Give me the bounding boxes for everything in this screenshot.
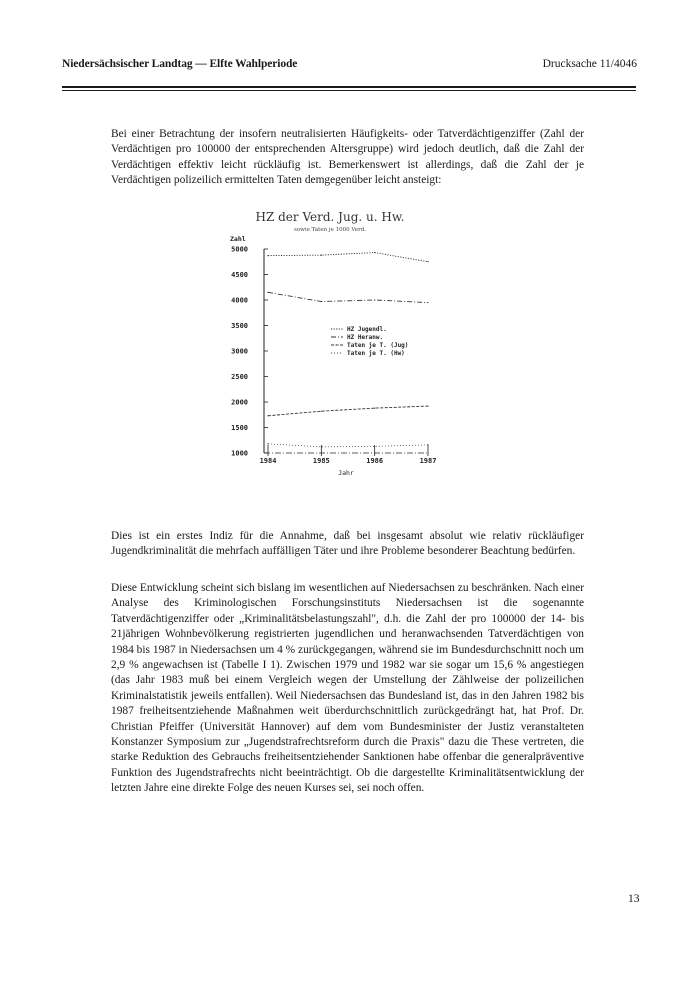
chart-subtitle: sowie Taten je 1000 Verd. bbox=[294, 227, 366, 233]
series-line-2 bbox=[268, 406, 428, 416]
data-point-3-1 bbox=[321, 446, 322, 447]
series-line-1 bbox=[268, 292, 428, 302]
document-number: Drucksache 11/4046 bbox=[542, 58, 637, 70]
x-tick-label-2: 1986 bbox=[366, 457, 384, 465]
data-point-3-0 bbox=[267, 443, 268, 444]
y-axis-label: Zahl bbox=[230, 235, 246, 243]
page-number: 13 bbox=[628, 893, 640, 905]
data-point-2-0 bbox=[267, 415, 268, 416]
data-point-1-1 bbox=[321, 301, 322, 302]
x-axis-label: Jahr bbox=[338, 469, 354, 477]
series-line-3 bbox=[268, 444, 428, 447]
data-point-1-0 bbox=[267, 292, 268, 293]
y-tick-label-6: 4000 bbox=[231, 296, 248, 305]
x-tick-label-3: 1987 bbox=[419, 457, 437, 465]
data-point-0-2 bbox=[374, 252, 375, 253]
x-tick-label-0: 1984 bbox=[259, 457, 277, 465]
data-point-0-1 bbox=[321, 255, 322, 256]
data-point-3-2 bbox=[374, 446, 375, 447]
legend-label-2: Taten je T. (Jug) bbox=[347, 342, 409, 349]
data-point-2-3 bbox=[427, 405, 428, 406]
data-point-3-3 bbox=[427, 444, 428, 445]
y-tick-label-4: 3000 bbox=[231, 347, 248, 356]
y-tick-label-5: 3500 bbox=[231, 322, 248, 330]
y-tick-label-2: 2000 bbox=[231, 398, 248, 407]
chart-svg bbox=[220, 207, 470, 489]
header-title: Niedersächsischer Landtag — Elfte Wahlperiode bbox=[62, 58, 298, 70]
data-point-1-3 bbox=[427, 302, 428, 303]
legend-label-0: HZ Jugendl. bbox=[347, 326, 387, 333]
legend-label-1: HZ Heranw. bbox=[347, 334, 384, 341]
line-chart bbox=[220, 207, 470, 489]
paragraph-intro: Bei einer Betrachtung der insofern neutralisierten Häufigkeits- oder Tatverdächtigenziffer (Zahl der Verdächtigen pro 100000 der entsprechenden Altersgruppe) wird jedoch deutlich, daß die Zahl der Verdächtigen effektiv leicht rückläufig ist. Bemerkenswert ist allerdings, daß die Zahl der je Verdächtigen polizeilich ermittelten Taten demgegenüber leicht ansteigt: bbox=[111, 128, 584, 187]
paragraph-indicator: Dies ist ein erstes Indiz für die Annahme, daß bei insgesamt absolut wie relativ rückläufiger Jugendkriminalität die mehrfach auffälligen Täter und ihre Probleme besonderer Beachtung bedürfen. bbox=[111, 530, 584, 558]
y-tick-label-7: 4500 bbox=[231, 271, 248, 279]
y-tick-label-3: 2500 bbox=[231, 373, 248, 381]
paragraph-development: Diese Entwicklung scheint sich bislang im wesentlichen auf Niedersachsen zu beschränken. Nach einer Analyse des Kriminologischen Forschungsinstituts Niedersachsen ist die sogenannte Tatverdächtigenziffer oder „Kriminalitätsbelastungszahl", d.h. die Zahl der pro 100000 der 14- bis 21jährigen Wohnbevölkerung registrierten jugendlichen und heranwachsenden Tatverdächtigen von 1984 bis 1987 in Niedersachsen um 4 % zurückgegangen, während sie im Bundesdurchschnitt noch um 2,9 % angewachsen ist (Tabelle I 1). Zwischen 1979 und 1982 war sie sogar um 15,6 % angestiegen (das Jahr 1983 muß bei einem Vergleich wegen der Umstellung der Zählweise der polizeilichen Kriminalstatistik jeweils entfallen). Weil Niedersachsen das Bundesland ist, das in den Jahren 1982 bis 1987 freiheitsentziehende Maßnahmen weit überdurchschnittlich zurückgedrängt hat, hat Prof. Dr. Christian Pfeiffer (Universität Hannover) auf dem vom Bundesminister der Justiz veranstalteten Konstanzer Symposium zur „Jugendstrafrechtsreform durch die Praxis" dazu die These vertreten, die starke Reduktion des Gebrauchs freiheitsentziehender Sanktionen habe offenbar die generalpräventive Funktion des Jugendstrafrechts nicht beeinträchtigt. Ob die dargestellte Kriminalitätsentwicklung der letzten Jahre eine direkte Folge des neuen Kurses sei, sei noch offen. bbox=[111, 582, 584, 795]
y-tick-label-1: 1500 bbox=[231, 424, 248, 432]
data-point-0-3 bbox=[427, 261, 428, 262]
data-point-2-2 bbox=[374, 408, 375, 409]
data-point-2-1 bbox=[321, 411, 322, 412]
series-line-0 bbox=[268, 253, 428, 262]
x-tick-label-1: 1985 bbox=[312, 457, 330, 465]
y-tick-label-0: 1000 bbox=[231, 449, 248, 458]
header-rule-thin bbox=[62, 90, 636, 91]
y-tick-label-8: 5000 bbox=[231, 245, 248, 254]
legend-label-3: Taten je T. (Hw) bbox=[347, 350, 405, 357]
data-point-0-0 bbox=[267, 255, 268, 256]
chart-title: HZ der Verd. Jug. u. Hw. bbox=[255, 210, 405, 224]
data-point-1-2 bbox=[374, 299, 375, 300]
header-rule bbox=[62, 86, 636, 88]
